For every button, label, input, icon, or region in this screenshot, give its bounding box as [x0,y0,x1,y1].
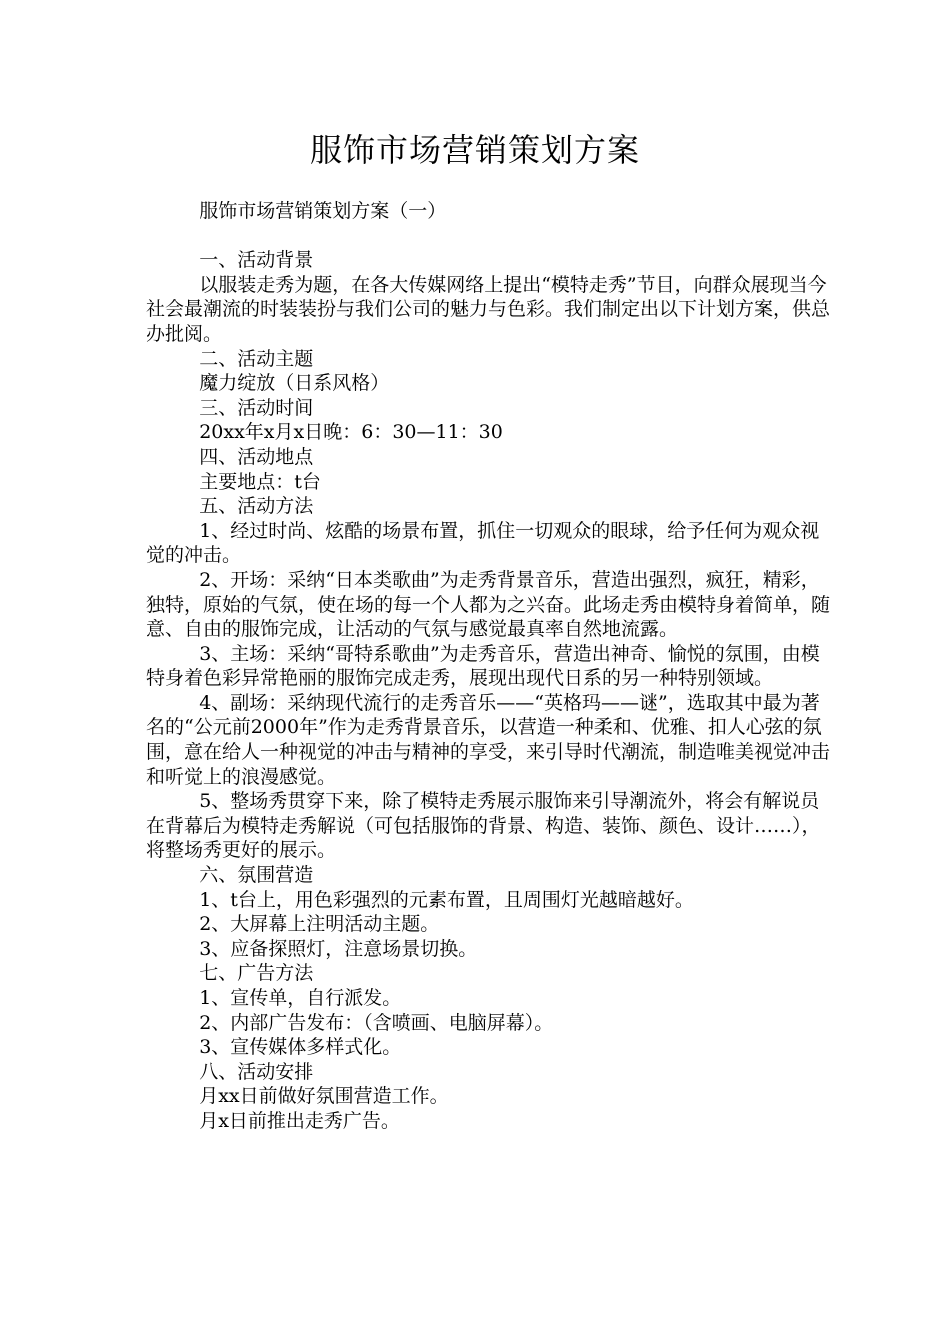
paragraph: 20xx年x月x日晚：6：30—11：30 [199,421,503,444]
paragraph: 3、应备探照灯，注意场景切换。 [199,937,478,960]
paragraph: 1、t台上，用色彩强烈的元素布置，且周围灯光越暗越好。 [199,888,694,911]
heading-time: 三、活动时间 [199,396,314,419]
section-subtitle: 服饰市场营销策划方案（一） [199,200,447,222]
paragraph: 以服装走秀为题，在各大传媒网络上提出“模特走秀”节目，向群众展现当今社会最潮流的时装装扮与我们公司的魅力与色彩。我们制定出以下计划方案，供总办批阅。 [146,273,831,345]
paragraph: 月xx日前做好氛围营造工作。 [199,1085,449,1108]
paragraph: 魔力绽放（日系风格） [199,372,390,395]
paragraph: 1、经过时尚、炫酷的场景布置，抓住一切观众的眼球，给予任何为观众视觉的冲击。 [146,519,820,567]
heading-location: 四、活动地点 [199,445,314,468]
paragraph: 1、宣传单，自行派发。 [199,987,402,1009]
paragraph: 5、整场秀贯穿下来，除了模特走秀展示服饰来引导潮流外，将会有解说员在背幕后为模特走秀解说（可包括服饰的背景、构造、装饰、颜色、设计……），将整场秀更好的展示。 [146,790,821,862]
paragraph: 主要地点：t台 [199,470,321,493]
heading-theme: 二、活动主题 [199,347,314,370]
heading-schedule: 八、活动安排 [199,1060,314,1083]
paragraph: 3、主场：采纳“哥特系歌曲”为走秀音乐，营造出神奇、愉悦的氛围，由模特身着色彩异常艳丽的服饰完成走秀，展现出现代日系的另一种特别领域。 [146,642,820,690]
heading-background: 一、活动背景 [199,249,314,272]
heading-method: 五、活动方法 [199,495,314,518]
paragraph: 2、开场：采纳“日本类歌曲”为走秀背景音乐，营造出强烈，疯狂，精彩，独特，原始的气氛，使在场的每一个人都为之兴奋。此场走秀由模特身着简单，随意、自由的服饰完成，让活动的气氛与感觉最真率自然地流露。 [146,568,831,641]
paragraph: 2、大屏幕上注明活动主题。 [199,913,440,936]
paragraph: 2、内部广告发布：（含喷画、电脑屏幕）。 [199,1011,554,1034]
document-body [146,199,836,1134]
paragraph: 3、宣传媒体多样式化。 [199,1036,402,1059]
heading-atmosphere: 六、氛围营造 [199,864,314,887]
paragraph: 4、副场：采纳现代流行的走秀音乐——“英格玛——谜”，选取其中最为著名的“公元前2000年”作为走秀背景音乐，以营造一种柔和、优雅、扣人心弦的氛围，意在给人一种视觉的冲击与精神的享受，来引导时代潮流，制造唯美视觉冲击和听觉上的浪漫感觉。 [146,691,831,788]
document-title: 服饰市场营销策划方案 [309,131,640,169]
heading-advertising: 七、广告方法 [199,962,314,985]
paragraph: 月x日前推出走秀广告。 [199,1109,400,1132]
